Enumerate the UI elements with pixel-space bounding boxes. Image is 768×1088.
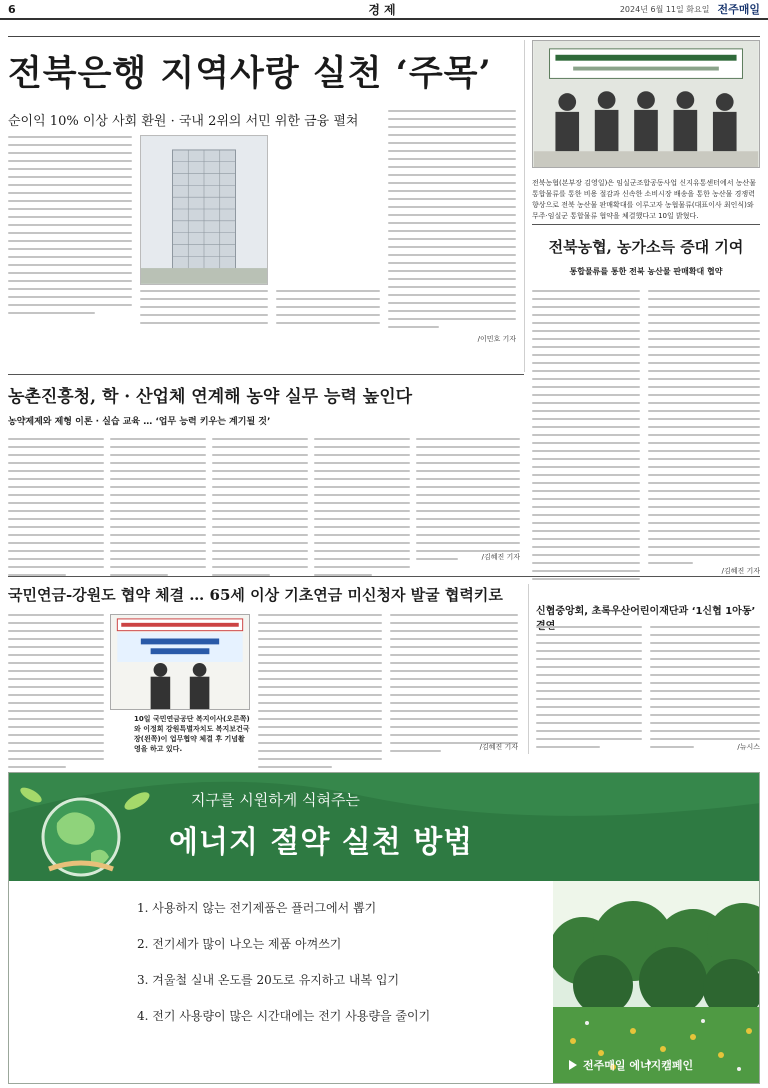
story3-byline: /김혜진 기자 xyxy=(479,743,518,751)
story2-headline: 농촌진흥청, 학 · 산업체 연계해 농약 실무 능력 높인다 xyxy=(8,387,413,407)
column-divider xyxy=(524,40,525,372)
issue-date: 2024년 6월 11일 화요일 xyxy=(619,4,710,14)
story1-col3-text xyxy=(276,290,380,330)
story1-side-col1-text xyxy=(532,290,640,586)
play-arrow-icon xyxy=(569,1060,577,1070)
side-rule xyxy=(532,224,760,225)
masthead-right xyxy=(620,1,760,17)
newspaper-name: 전주매일 xyxy=(717,3,760,16)
ad-tip-item: 3. 겨울철 실내 온도를 20도로 유지하고 내복 입기 xyxy=(137,973,400,987)
story3-col1-text xyxy=(8,614,104,774)
story3-headline: 국민연금-강원도 협약 체결 … 65세 이상 기초연금 미신청자 발굴 협력키로 xyxy=(8,586,503,604)
forest-photo xyxy=(553,881,760,1084)
story1-side-headline: 전북농협, 농가소득 증대 기여 xyxy=(548,238,744,256)
section-title: 경제 xyxy=(368,2,400,17)
top-rule xyxy=(8,36,760,37)
story1-byline: /이민호 기자 xyxy=(477,335,516,343)
agreement-photo xyxy=(532,40,760,168)
story1-side-col2-text xyxy=(648,290,760,570)
pension-agreement-photo xyxy=(110,614,250,710)
earth-icon xyxy=(43,799,119,875)
story1-headline: 전북은행 지역사랑 실천 ‘주목’ xyxy=(8,53,492,94)
story2-col2-text xyxy=(110,438,206,582)
ad-tip-item: 4. 전기 사용량이 많은 시간대에는 전기 사용량을 줄이기 xyxy=(137,1009,431,1023)
column-divider-2 xyxy=(528,584,529,754)
ad-subtitle: 지구를 시원하게 식혀주는 xyxy=(191,791,360,809)
story1-side-byline: /김혜진 기자 xyxy=(721,567,760,575)
story2-rule xyxy=(8,374,524,375)
page-number: 6 xyxy=(8,2,16,16)
story4-byline: /뉴시스 xyxy=(737,743,760,751)
ad-tip-item: 1. 사용하지 않는 전기제품은 플러그에서 뽑기 xyxy=(137,901,377,915)
agreement-photo-caption: 전북농협(본부장 김영일)은 임실군조합공동사업 신지유통센터에서 농산물 통합물류를 통한 비용 절감과 신속한 소비시장 배송을 통한 농산물 경쟁력 향상으로 전북 농산물 판매확대를 이루고자 농협물류(대표이사 최인식)와 무주·임실군 통합물류 협약을 체결했다고 10일 밝혔다. xyxy=(532,179,756,220)
story3-col2-text xyxy=(258,614,382,774)
campaign-text: 전주매일 에너지캠페인 xyxy=(583,1059,694,1072)
story2-col4-text xyxy=(314,438,410,582)
story1-col1-text xyxy=(8,136,132,320)
campaign-label xyxy=(569,1057,693,1073)
story2-col5-text xyxy=(416,438,520,566)
pension-photo-caption: 10일 국민연금공단 복지이사(오른쪽)와 이정희 강원특별자치도 복지보건국장(왼쪽)이 업무협약 체결 후 기념촬영을 하고 있다. xyxy=(134,715,250,753)
story3-col3-text xyxy=(390,614,518,758)
story3-rule xyxy=(8,576,760,577)
masthead xyxy=(0,0,768,20)
story4-headline: 신협중앙회, 초록우산어린이재단과 ‘1신협 1아동’ xyxy=(536,606,756,617)
ad-tip-item: 2. 전기세가 많이 나오는 제품 아껴쓰기 xyxy=(137,937,342,951)
story1-col4-text xyxy=(388,110,516,334)
story2-byline: /김혜진 기자 xyxy=(481,553,520,561)
story4-col1-text xyxy=(536,626,642,754)
story1-side-subheadline: 통합물류를 통한 전북 농산물 판매확대 협약 xyxy=(569,267,723,276)
story1-col2-text xyxy=(140,290,268,330)
story2-col3-text xyxy=(212,438,308,582)
story4-col2-text xyxy=(650,626,760,754)
story2-subheadline: 농약제제와 제형 이론 · 실습 교육 … ‘업무 능력 키우는 계기될 것’ xyxy=(8,417,271,427)
story1-subheadline: 순이익 10% 이상 사회 환원 · 국내 2위의 서민 위한 금융 펼쳐 xyxy=(8,114,359,129)
energy-saving-ad xyxy=(8,772,760,1084)
story2-col1-text xyxy=(8,438,104,582)
ad-title: 에너지 절약 실천 방법 xyxy=(169,825,474,860)
bank-building-photo xyxy=(140,135,268,285)
ad-tips-list xyxy=(137,899,430,1043)
